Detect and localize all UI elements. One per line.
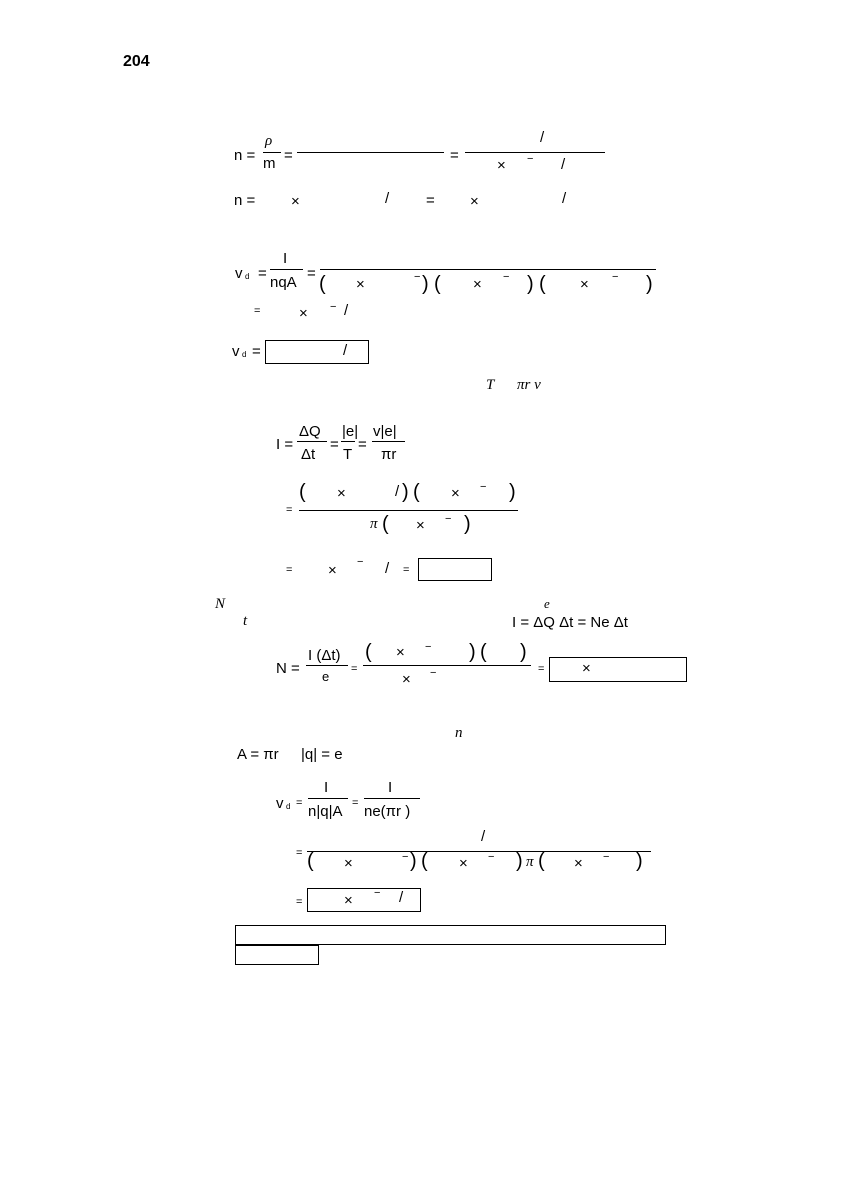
eq10-I-2: I [388, 779, 393, 796]
eq3-minus-1: − [414, 271, 421, 283]
eq8-answer-box [418, 558, 492, 581]
eq11-minus-2: − [488, 851, 495, 863]
eq4-slash: / [344, 302, 349, 319]
eq11-times-1: × [344, 855, 353, 872]
eq9-rparen-2: ) [520, 641, 527, 663]
eq3-times-2: × [473, 276, 482, 293]
eq10-d-subscript: d [286, 802, 291, 811]
eq7-lparen-2: ( [413, 481, 420, 503]
eq3-rparen-2: ) [527, 273, 534, 295]
eq1-minus: − [527, 153, 534, 165]
eq7-slash: / [395, 483, 400, 500]
eq11-lparen-3: ( [538, 850, 545, 872]
eq9-equals-1: = [351, 663, 358, 675]
eq11-minus-3: − [603, 851, 610, 863]
eq3-rparen-3: ) [646, 273, 653, 295]
eq7-rparen-3: ) [464, 513, 471, 535]
conclusion-box-line-1 [235, 925, 666, 945]
eq3-times-3: × [580, 276, 589, 293]
eq2-times-2: × [470, 193, 479, 210]
eq11-equals: = [296, 847, 303, 859]
eq7-fraction-bar [299, 510, 518, 511]
eq7-times-2: × [451, 485, 460, 502]
eq11-pi: π [526, 854, 534, 870]
eq9-numerator: I (Δt) [308, 647, 341, 664]
eq6-dQ: ΔQ [299, 423, 321, 440]
conclusion-box-line-2 [235, 945, 319, 965]
eq1-equals-2: = [450, 147, 459, 164]
page-number: 204 [123, 53, 150, 70]
eq6-I: I = [276, 436, 294, 453]
eq5-v: v [232, 343, 240, 360]
eq1-slash-top: / [540, 129, 545, 146]
eq3-equals-1: = [258, 265, 267, 282]
eq11-rparen-1: ) [410, 850, 417, 872]
eq11-lparen-1: ( [307, 850, 314, 872]
text1-T: T [486, 377, 495, 393]
eq6-pi-r: πr [381, 446, 397, 463]
eq7-times-3: × [416, 517, 425, 534]
eq7-minus-1: − [480, 481, 487, 493]
eq12-equals: = [296, 896, 303, 908]
eq12-times: × [344, 892, 353, 909]
eq3-lparen-2: ( [434, 273, 441, 295]
eq6-e-abs: |e| [342, 423, 359, 440]
eq1-slash-bottom: / [561, 156, 566, 173]
eq6-fraction-bar-3 [372, 441, 405, 442]
eq10-v: v [276, 795, 284, 812]
eq8-slash: / [385, 560, 390, 577]
eq5-slash: / [343, 342, 348, 359]
eq10-equals-2: = [352, 797, 359, 809]
eq9-fraction-bar-1 [306, 665, 348, 666]
eq11-lparen-2: ( [421, 850, 428, 872]
eq5-answer-box [265, 340, 369, 364]
eq9-times-1: × [396, 644, 405, 661]
eq3-lparen-1: ( [319, 273, 326, 295]
eq9-fraction-bar-2 [363, 665, 531, 666]
eq12-answer-box [307, 888, 421, 912]
eq9-answer-box [549, 657, 687, 682]
text2-e: e [544, 596, 550, 611]
eq6-fraction-bar-2 [341, 441, 355, 442]
eq12-slash: / [399, 889, 404, 906]
eq8-minus: − [357, 556, 364, 568]
eq8-equals-2: = [403, 564, 410, 576]
eq11-rparen-3: ) [636, 850, 643, 872]
eq10-den-1: n|q|A [308, 803, 343, 820]
eq6-dt: Δt [301, 446, 316, 463]
eq11-minus-1: − [402, 851, 409, 863]
text2-relation: I = ΔQ Δt = Ne Δt [512, 614, 628, 631]
text1-pi-r-v: πr v [517, 377, 541, 393]
eq3-times-1: × [356, 276, 365, 293]
eq7-times-1: × [337, 485, 346, 502]
eq10-fraction-bar-1 [308, 798, 348, 799]
eq3-lparen-3: ( [539, 273, 546, 295]
eq11-times-2: × [459, 855, 468, 872]
eq7-pi: π [370, 516, 378, 532]
text3-q: |q| = e [301, 746, 343, 763]
eq4-minus: − [330, 301, 337, 313]
eq9-lparen-2: ( [480, 641, 487, 663]
eq1-rho: ρ [265, 133, 273, 149]
eq10-den-2: ne(πr ) [364, 803, 411, 820]
eq10-I-1: I [324, 779, 329, 796]
eq9-rparen-1: ) [469, 641, 476, 663]
eq1-fraction-bar-2 [465, 152, 605, 153]
eq1-m: m [263, 155, 276, 172]
eq6-fraction-bar-1 [297, 441, 327, 442]
eq10-fraction-bar-2 [364, 798, 420, 799]
eq7-minus-2: − [445, 513, 452, 525]
eq9-minus-1: − [425, 641, 432, 653]
eq3-nqA: nqA [270, 274, 297, 291]
eq9-minus-2: − [430, 667, 437, 679]
eq1-fraction-bar [263, 152, 281, 153]
eq1-times: × [497, 157, 506, 174]
eq5-equals: = [252, 343, 261, 360]
eq3-minus-3: − [612, 271, 619, 283]
eq4-times: × [299, 305, 308, 322]
eq7-lparen-3: ( [382, 513, 389, 535]
text3-A: A = πr [237, 746, 279, 763]
eq3-I: I [283, 250, 288, 267]
eq9-equals-2: = [538, 663, 545, 675]
eq9-e: e [322, 669, 330, 684]
eq2-times-1: × [291, 193, 300, 210]
eq3-fraction-bar [270, 269, 303, 270]
eq7-equals: = [286, 504, 293, 516]
eq9-times-3: × [582, 660, 591, 677]
eq11-slash: / [481, 828, 486, 845]
eq8-equals: = [286, 564, 293, 576]
eq1-equals: = [284, 147, 293, 164]
text2-t: t [243, 613, 248, 629]
eq1-lhs: n = [234, 147, 256, 164]
eq11-times-3: × [574, 855, 583, 872]
eq11-rparen-2: ) [516, 850, 523, 872]
eq6-v-e: v|e| [373, 423, 397, 440]
eq2-lhs: n = [234, 192, 256, 209]
eq5-d-subscript: d [242, 350, 247, 359]
eq3-long-fraction-bar [320, 269, 656, 270]
eq8-times: × [328, 562, 337, 579]
eq7-rparen-2: ) [509, 481, 516, 503]
eq12-minus: − [374, 887, 381, 899]
eq9-times-2: × [402, 671, 411, 688]
eq9-lparen-1: ( [365, 641, 372, 663]
eq2-slash-2: / [562, 190, 567, 207]
eq3-rparen-1: ) [422, 273, 429, 295]
eq1-long-fraction-bar [297, 152, 444, 153]
eq2-equals: = [426, 192, 435, 209]
text2-N: N [215, 596, 226, 612]
eq6-equals-2: = [358, 436, 367, 453]
eq7-lparen-1: ( [299, 481, 306, 503]
eq3-equals-2: = [307, 265, 316, 282]
eq6-T: T [343, 446, 353, 463]
eq9-N: N = [276, 660, 300, 677]
eq6-equals-1: = [330, 436, 339, 453]
eq3-d-subscript: d [245, 272, 250, 281]
eq2-slash-1: / [385, 190, 390, 207]
eq3-minus-2: − [503, 271, 510, 283]
eq4-equals: = [254, 305, 261, 317]
text3-n: n [455, 725, 463, 741]
eq7-rparen-1: ) [402, 481, 409, 503]
eq3-v: v [235, 265, 243, 282]
eq11-fraction-bar [307, 851, 651, 852]
eq10-equals-1: = [296, 797, 303, 809]
